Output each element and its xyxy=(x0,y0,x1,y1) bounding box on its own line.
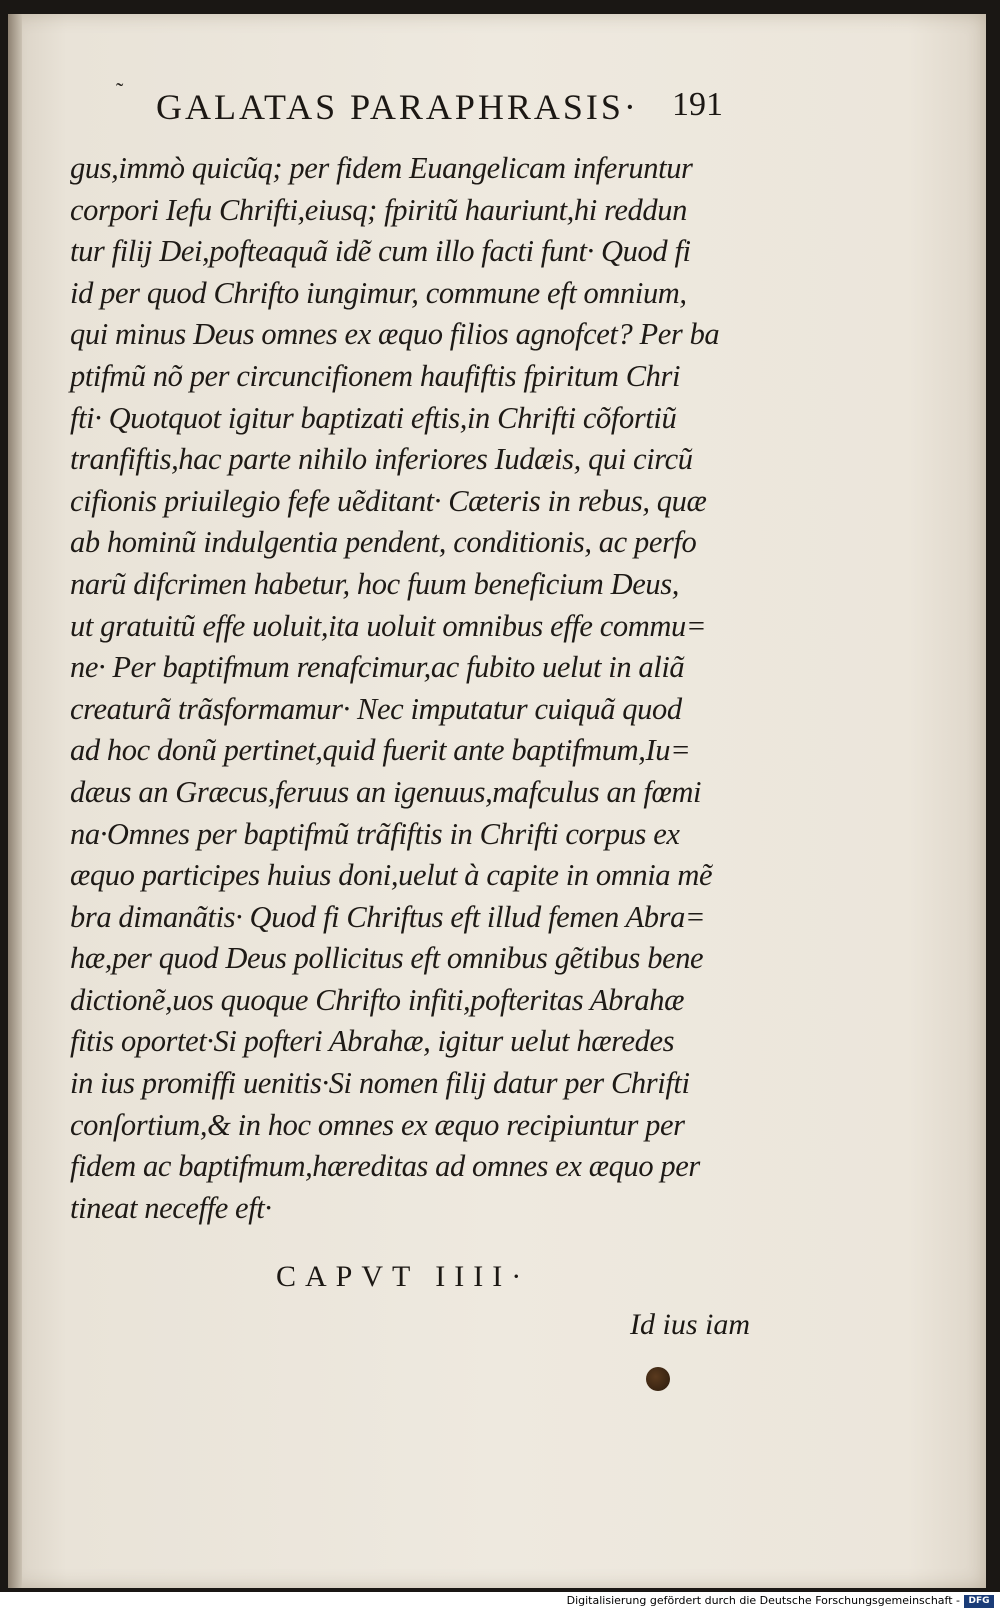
text-line: ab hominũ indulgentia pendent, conditionis, ac perfo xyxy=(70,525,697,560)
page-binding-edge xyxy=(8,14,22,1588)
text-line: tranfiftis,hac parte nihilo inferiores Iudæis, qui circũ xyxy=(70,442,693,477)
ornament-dot-icon xyxy=(646,1367,670,1391)
text-line: hæ,per quod Deus pollicitus eft omnibus gẽtibus bene xyxy=(70,941,704,976)
dfg-logo: DFG xyxy=(964,1595,994,1608)
body-text xyxy=(70,148,770,1229)
text-line: ptifmũ nõ per circuncifionem haufiftis fpiritum Chri xyxy=(70,358,681,393)
catchword: Id ius iam xyxy=(630,1308,750,1341)
text-line: ne· Per baptifmum renafcimur,ac fubito uelut in aliã xyxy=(70,650,685,685)
text-line: fti· Quotquot igitur baptizati eftis,in Chrifti cõfortiũ xyxy=(70,400,677,435)
text-line: tineat neceffe eft· xyxy=(70,1190,272,1225)
text-line: qui minus Deus omnes ex æquo filios agnofcet? Per ba xyxy=(70,317,720,352)
text-line: in ius promiffi uenitis·Si nomen filij datur per Chrifti xyxy=(70,1066,690,1101)
text-line: gus,immò quicũq; per fidem Euangelicam inferuntur xyxy=(70,151,693,185)
text-line: narũ difcrimen habetur, hoc fuum beneficium Deus, xyxy=(70,566,679,601)
text-line: bra dimanãtis· Quod fi Chriftus eft illud femen Abra= xyxy=(70,899,706,934)
text-line: ut gratuitũ effe uoluit,ita uoluit omnibus effe commu= xyxy=(70,608,707,643)
digitization-footer xyxy=(0,1592,1000,1611)
text-line: tur filij Dei,pofteaquã idẽ cum illo facti funt· Quod fi xyxy=(70,234,691,269)
text-line: dæus an Græcus,feruus an igenuus,mafculus an fœmi xyxy=(70,774,702,809)
page-number: 191 xyxy=(672,86,723,123)
chapter-heading: CAPVT IIII· xyxy=(276,1260,531,1293)
text-line: fidem ac baptifmum,hæreditas ad omnes ex æquo per xyxy=(70,1149,700,1184)
text-line: fitis oportet·Si pofteri Abrahæ, igitur uelut hæredes xyxy=(70,1024,675,1059)
text-line: dictionẽ,uos quoque Chrifto infiti,pofteritas Abrahæ xyxy=(70,982,685,1017)
header-mark: ˜ xyxy=(116,78,127,103)
running-head: GALATAS PARAPHRASIS· xyxy=(156,87,639,127)
text-line: conſortium,& in hoc omnes ex æquo recipiuntur per xyxy=(70,1107,685,1142)
text-line: cifionis priuilegio fefe uẽditant· Cæteris in rebus, quæ xyxy=(70,483,707,518)
text-line: æquo participes huius doni,uelut à capite in omnia mẽ xyxy=(70,858,713,893)
text-line: corpori Iefu Chrifti,eiusq; fpiritũ hauriunt,hi reddun xyxy=(70,192,687,227)
footer-credit: Digitalisierung gefördert durch die Deutsche Forschungsgemeinschaft - xyxy=(566,1594,960,1607)
text-line: ad hoc donũ pertinet,quid fuerit ante baptifmum,Iu= xyxy=(70,733,691,768)
page-header xyxy=(116,78,756,128)
text-line: na·Omnes per baptifmũ trãfiftis in Chrifti corpus ex xyxy=(70,816,680,851)
text-line: creaturã trãsformamur· Nec imputatur cuiquã quod xyxy=(70,691,682,726)
text-line: id per quod Chrifto iungimur, commune eft omnium, xyxy=(70,275,687,310)
